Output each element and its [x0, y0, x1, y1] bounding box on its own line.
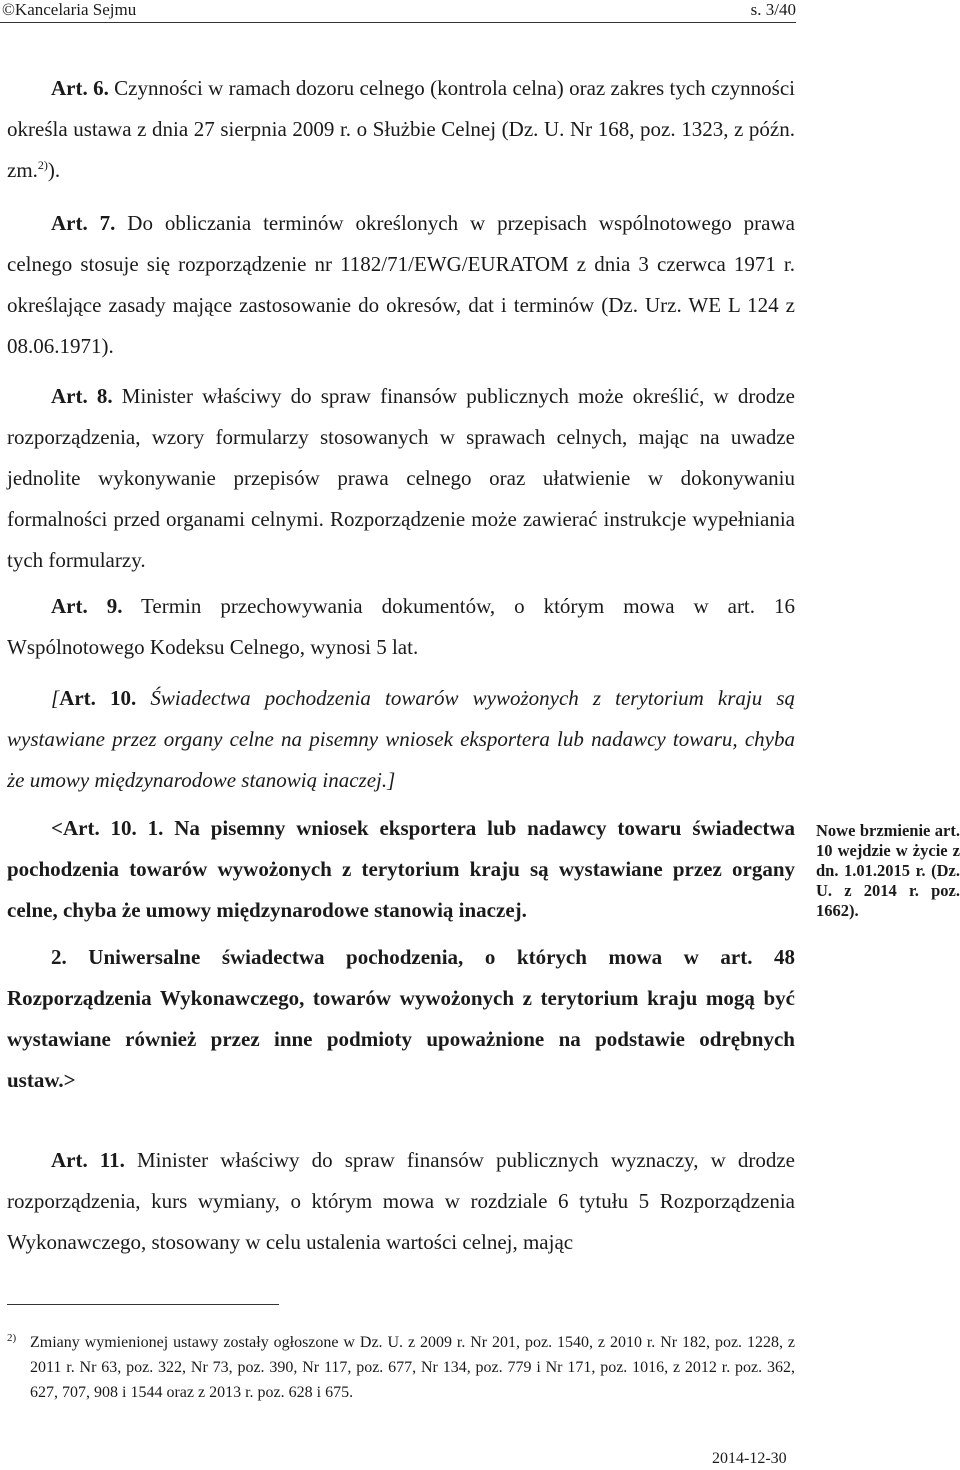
- header-source: ©Kancelaria Sejmu: [2, 0, 137, 19]
- page-date: 2014-12-30: [712, 1450, 787, 1467]
- article-6: [7, 68, 795, 191]
- article-10-old-paragraph: [7, 678, 795, 801]
- article-7-number: Art. 7.: [51, 211, 116, 235]
- article-9: [7, 586, 795, 668]
- footnote-text: Zmiany wymienionej ustawy zostały ogłoszone w Dz. U. z 2009 r. Nr 201, poz. 1540, z 2010 r. Nr 182, poz. 1228, z 2011 r. Nr 63, poz. 322, Nr 73, poz. 390, Nr 117, poz. 677, Nr 134, poz. 779 i Nr 171, poz. 1016, z 2012 r. poz. 362, 627, 707, 908 i 1544 oraz z 2013 r. poz. 628 i 675.: [30, 1334, 795, 1401]
- article-10-old: [7, 678, 795, 801]
- article-8-paragraph: [7, 376, 795, 581]
- article-11: [7, 1140, 795, 1263]
- article-9-text: Termin przechowywania dokumentów, o którym mowa w art. 16 Wspólnotowego Kodeksu Celnego, wynosi 5 lat.: [7, 594, 795, 659]
- footnote-reference[interactable]: 2): [37, 158, 48, 172]
- page-header: [0, 0, 796, 26]
- header-rule: [0, 22, 796, 23]
- article-9-paragraph: [7, 586, 795, 668]
- article-8: [7, 376, 795, 581]
- footnote-separator: [7, 1304, 279, 1305]
- article-6-text: Czynności w ramach dozoru celnego (kontrola celna) oraz zakres tych czynności określa ustawa z dnia 27 sierpnia 2009 r. o Służbie Celnej (Dz. U. Nr 168, poz. 1323, z późn. zm.: [7, 76, 795, 182]
- article-6-number: Art. 6.: [51, 76, 109, 100]
- article-10-new-paragraph-2: 2. Uniwersalne świadectwa pochodzenia, o których mowa w art. 48 Rozporządzenia Wykonawczego, towarów wywożonych z terytorium kraju mogą być wystawiane również przez inne podmioty upoważnione na podstawie odrębnych ustaw.>: [7, 945, 795, 1092]
- article-8-number: Art. 8.: [51, 384, 113, 408]
- article-7-text: Do obliczania terminów określonych w przepisach wspólnotowego prawa celnego stosuje się rozporządzenie nr 1182/71/EWG/EURATOM z dnia 3 czerwca 1971 r. określające zasady mające zastosowanie do okresów, dat i terminów (Dz. Urz. WE L 124 z 08.06.1971).: [7, 211, 795, 358]
- article-10-new-paragraph-1: <Art. 10. 1. Na pisemny wniosek eksportera lub nadawcy towaru świadectwa pochodzenia towarów wywożonych z terytorium kraju są wystawiane przez organy celne, chyba że umowy międzynarodowe stanowią inaczej.: [7, 816, 795, 922]
- margin-note: Nowe brzmienie art. 10 wejdzie w życie z dn. 1.01.2015 r. (Dz. U. z 2014 r. poz. 1662).: [816, 821, 960, 920]
- article-10-old-number: Art. 10.: [59, 686, 137, 710]
- article-7-paragraph: [7, 203, 795, 367]
- article-6-tail: ).: [47, 158, 61, 182]
- article-10-new: [7, 808, 795, 1101]
- article-10-old-open-bracket: [: [51, 686, 60, 710]
- article-11-number: Art. 11.: [51, 1148, 125, 1172]
- article-6-paragraph: [7, 68, 795, 191]
- article-10-old-text: Świadectwa pochodzenia towarów wywożonych z terytorium kraju są wystawiane przez organy celne na pisemny wniosek eksportera lub nadawcy towaru, chyba że umowy międzynarodowe stanowią inaczej.]: [7, 686, 795, 792]
- article-7: [7, 203, 795, 367]
- footnote: 2) Zmiany wymienionej ustawy zostały ogłoszone w Dz. U. z 2009 r. Nr 201, poz. 1540, z 2010 r. Nr 182, poz. 1228, z 2011 r. Nr 63, poz. 322, Nr 73, poz. 390, Nr 117, poz. 677, Nr 134, poz. 779 i Nr 171, poz. 1016, z 2012 r. poz. 362, 627, 707, 908 i 1544 oraz z 2013 r. poz. 628 i 675.: [7, 1331, 795, 1401]
- article-9-number: Art. 9.: [51, 594, 123, 618]
- article-11-text: Minister właściwy do spraw finansów publicznych wyznaczy, w drodze rozporządzenia, kurs wymiany, o którym mowa w rozdziale 6 tytułu 5 Rozporządzenia Wykonawczego, stosowany w celu ustalenia wartości celnej, mając: [7, 1148, 795, 1254]
- header-page-number: s. 3/40: [750, 0, 796, 19]
- article-11-paragraph: [7, 1140, 795, 1263]
- article-8-text: Minister właściwy do spraw finansów publicznych może określić, w drodze rozporządzenia, wzory formularzy stosowanych w sprawach celnych, mając na uwadze jednolite wykonywanie przepisów prawa celnego oraz ułatwienie w dokonywaniu formalności przed organami celnymi. Rozporządzenie może zawierać instrukcje wypełniania tych formularzy.: [7, 384, 795, 572]
